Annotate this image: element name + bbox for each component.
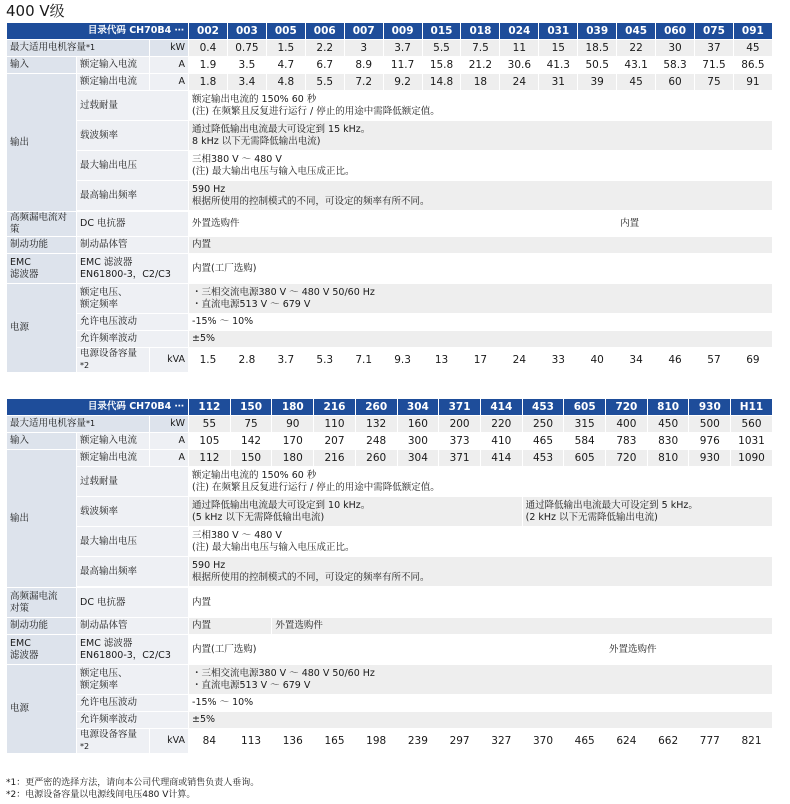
code-304: 304 <box>397 399 439 416</box>
brake-option: 外置选购件 <box>272 618 772 635</box>
capacity-003: 2.8 <box>227 348 266 373</box>
volt-fluct-row: 允许电压波动 -15% ～ 10% <box>7 314 773 331</box>
capacity-039: 40 <box>578 348 617 373</box>
capacity-H11: 821 <box>731 729 773 754</box>
max-freq-text: 590 Hz 根据所使用的控制模式的不同，可设定的频率有所不同。 <box>189 181 773 211</box>
capacity-930: 777 <box>689 729 731 754</box>
freq-fluct-row: 允许频率波动 ±5% <box>7 712 773 729</box>
input-current-045: 43.1 <box>617 57 656 74</box>
output-current-row: 输出 额定输出电流 A 112 150 180 216 260 304 371 414 453 605 720 810 930 1090 <box>7 450 773 467</box>
code-720: 720 <box>606 399 648 416</box>
capacity-018: 17 <box>461 348 500 373</box>
capacity-045: 34 <box>617 348 656 373</box>
input-current-015: 15.8 <box>422 57 461 74</box>
output-current-002: 1.8 <box>189 74 228 91</box>
code-453: 453 <box>522 399 564 416</box>
code-180: 180 <box>272 399 314 416</box>
motor-091: 45 <box>733 40 772 57</box>
code-007: 007 <box>344 23 383 40</box>
motor-039: 18.5 <box>578 40 617 57</box>
volt-fluct-row: 允许电压波动 -15% ～ 10% <box>7 695 773 712</box>
code-label: 目录代码 CH70B4 ⋯ <box>7 23 189 40</box>
input-current-005: 4.7 <box>266 57 305 74</box>
motor-304: 160 <box>397 416 439 433</box>
motor-075: 37 <box>695 40 734 57</box>
output-current-216: 216 <box>314 450 356 467</box>
output-current-091: 91 <box>733 74 772 91</box>
code-018: 018 <box>461 23 500 40</box>
code-label: 目录代码 CH70B4 ⋯ <box>7 399 189 416</box>
input-current-605: 584 <box>564 433 606 450</box>
output-current-005: 4.8 <box>266 74 305 91</box>
max-freq-row: 最高输出频率 590 Hz 根据所使用的控制模式的不同，可设定的频率有所不同。 <box>7 181 773 211</box>
max-freq-row: 最高输出频率 590 Hz 根据所使用的控制模式的不同，可设定的频率有所不同。 <box>7 557 773 587</box>
dc-reactor-row: 高频漏电流对策 DC 电抗器 外置选购件 内置 <box>7 212 773 237</box>
code-060: 060 <box>656 23 695 40</box>
capacity-414: 327 <box>480 729 522 754</box>
input-current-414: 410 <box>480 433 522 450</box>
capacity-810: 662 <box>647 729 689 754</box>
capacity-row: 电源设备容量$^{*2}$ kVA 84 113 136 165 198 239 297 327 370 465 624 662 777 821 <box>7 729 773 754</box>
output-current-018: 18 <box>461 74 500 91</box>
input-current-006: 6.7 <box>305 57 344 74</box>
output-current-260: 260 <box>355 450 397 467</box>
emc-option: 外置选购件 <box>606 635 773 665</box>
max-voltage-row: 最大输出电压 三相380 V ～ 480 V (注) 最大输出电压与输入电压成正比。 <box>7 151 773 181</box>
output-current-453: 453 <box>522 450 564 467</box>
capacity-304: 239 <box>397 729 439 754</box>
max-voltage-row: 最大输出电压 三相380 V ～ 480 V (注) 最大输出电压与输入电压成正比。 <box>7 527 773 557</box>
motor-180: 90 <box>272 416 314 433</box>
motor-031: 15 <box>539 40 578 57</box>
code-045: 045 <box>617 23 656 40</box>
output-current-060: 60 <box>656 74 695 91</box>
output-current-930: 930 <box>689 450 731 467</box>
output-current-H11: 1090 <box>731 450 773 467</box>
motor-018: 7.5 <box>461 40 500 57</box>
capacity-006: 5.3 <box>305 348 344 373</box>
output-current-720: 720 <box>606 450 648 467</box>
freq-fluct-text: ±5% <box>189 331 773 348</box>
code-015: 015 <box>422 23 461 40</box>
emc-builtin: 内置(工厂选购) <box>189 254 773 284</box>
capacity-260: 198 <box>355 729 397 754</box>
carrier-text-small: 通过降低输出电流最大可设定到 10 kHz。 (5 kHz 以下无需降低输出电流) <box>189 497 523 527</box>
output-current-006: 5.5 <box>305 74 344 91</box>
freq-fluct-text: ±5% <box>189 712 773 729</box>
motor-row: 最大适用电机容量$^{*1}$ kW 0.4 0.75 1.5 2.2 3 3.7 5.5 7.5 11 15 18.5 22 30 37 45 <box>7 40 773 57</box>
input-current-453: 465 <box>522 433 564 450</box>
brake-row: 制动功能 制动晶体管 内置 <box>7 237 773 254</box>
input-current-930: 976 <box>689 433 731 450</box>
power-rated-text: ・三相交流电源380 V ～ 480 V 50/60 Hz ・直流电源513 V ～ 679 V <box>189 284 773 314</box>
output-current-180: 180 <box>272 450 314 467</box>
overload-text: 额定输出电流的 150% 60 秒 (注) 在频繁且反复进行运行 / 停止的用途中需降低额定值。 <box>189 91 773 121</box>
motor-006: 2.2 <box>305 40 344 57</box>
footnote-2: *2：电源设备容量以电源线间电压480 V计算。 <box>6 790 196 800</box>
output-current-031: 31 <box>539 74 578 91</box>
emc-row: EMC 滤波器 EMC 滤波器 EN61800-3，C2/C3 内置(工厂选购) <box>7 254 773 284</box>
code-810: 810 <box>647 399 689 416</box>
input-current-007: 8.9 <box>344 57 383 74</box>
input-current-009: 11.7 <box>383 57 422 74</box>
motor-260: 132 <box>355 416 397 433</box>
dc-reactor-option: 外置选购件 <box>189 212 617 237</box>
capacity-091: 69 <box>733 348 772 373</box>
motor-row: 最大适用电机容量$^{*1}$ kW 55 75 90 110 132 160 200 220 250 315 400 450 500 560 <box>7 416 773 433</box>
capacity-009: 9.3 <box>383 348 422 373</box>
capacity-007: 7.1 <box>344 348 383 373</box>
output-current-015: 14.8 <box>422 74 461 91</box>
motor-605: 315 <box>564 416 606 433</box>
code-371: 371 <box>439 399 481 416</box>
motor-003: 0.75 <box>227 40 266 57</box>
capacity-150: 113 <box>230 729 272 754</box>
motor-720: 400 <box>606 416 648 433</box>
overload-text: 额定输出电流的 150% 60 秒 (注) 在频繁且反复进行运行 / 停止的用途中需降低额定值。 <box>189 467 773 497</box>
code-605: 605 <box>564 399 606 416</box>
output-current-112: 112 <box>189 450 231 467</box>
carrier-text: 通过降低输出电流最大可设定到 15 kHz。 8 kHz 以下无需降低输出电流) <box>189 121 773 151</box>
footnote-1: *1：更严密的选择方法，请向本公司代理商或销售负责人垂询。 <box>6 778 260 788</box>
volt-fluct-text: -15% ～ 10% <box>189 695 773 712</box>
code-024: 024 <box>500 23 539 40</box>
capacity-720: 624 <box>606 729 648 754</box>
motor-045: 22 <box>617 40 656 57</box>
code-009: 009 <box>383 23 422 40</box>
motor-060: 30 <box>656 40 695 57</box>
motor-002: 0.4 <box>189 40 228 57</box>
code-003: 003 <box>227 23 266 40</box>
input-current-810: 830 <box>647 433 689 450</box>
motor-112: 55 <box>189 416 231 433</box>
capacity-row: 电源设备容量$^{*2}$ kVA 1.5 2.8 3.7 5.3 7.1 9.3 13 17 24 33 40 34 46 57 69 <box>7 348 773 373</box>
code-005: 005 <box>266 23 305 40</box>
input-current-180: 170 <box>272 433 314 450</box>
dc-reactor-builtin: 内置 <box>617 212 773 237</box>
rated-volt-row: 电源 额定电压、 额定频率 ・三相交流电源380 V ～ 480 V 50/60 Hz ・直流电源513 V ～ 679 V <box>7 284 773 314</box>
code-414: 414 <box>480 399 522 416</box>
motor-150: 75 <box>230 416 272 433</box>
motor-810: 450 <box>647 416 689 433</box>
code-039: 039 <box>578 23 617 40</box>
input-current-002: 1.9 <box>189 57 228 74</box>
output-current-414: 414 <box>480 450 522 467</box>
capacity-075: 57 <box>695 348 734 373</box>
overload-row: 过载耐量 额定输出电流的 150% 60 秒 (注) 在频繁且反复进行运行 / 停止的用途中需降低额定值。 <box>7 91 773 121</box>
emc-builtin: 内置(工厂选购) <box>189 635 606 665</box>
motor-930: 500 <box>689 416 731 433</box>
code-216: 216 <box>314 399 356 416</box>
output-current-605: 605 <box>564 450 606 467</box>
freq-fluct-row: 允许频率波动 ±5% <box>7 331 773 348</box>
input-row: 输入 额定输入电流 A 1.9 3.5 4.7 6.7 8.9 11.7 15.8 21.2 30.6 41.3 50.5 43.1 58.3 71.5 86.5 <box>7 57 773 74</box>
capacity-031: 33 <box>539 348 578 373</box>
spec-table-2 <box>6 398 773 754</box>
output-current-371: 371 <box>439 450 481 467</box>
code-row <box>7 399 773 416</box>
input-row: 输入 额定输入电流 A 105 142 170 207 248 300 373 410 465 584 783 830 976 1031 <box>7 433 773 450</box>
code-031: 031 <box>539 23 578 40</box>
capacity-015: 13 <box>422 348 461 373</box>
output-current-007: 7.2 <box>344 74 383 91</box>
max-freq-text: 590 Hz 根据所使用的控制模式的不同，可设定的频率有所不同。 <box>189 557 773 587</box>
input-current-216: 207 <box>314 433 356 450</box>
output-current-row: 输出 额定输出电流 A 1.8 3.4 4.8 5.5 7.2 9.2 14.8 18 24 31 39 45 60 75 91 <box>7 74 773 91</box>
capacity-453: 370 <box>522 729 564 754</box>
output-current-150: 150 <box>230 450 272 467</box>
dc-reactor-row: 高频漏电流 对策 DC 电抗器 内置 <box>7 588 773 618</box>
capacity-005: 3.7 <box>266 348 305 373</box>
volt-fluct-text: -15% ～ 10% <box>189 314 773 331</box>
capacity-112: 84 <box>189 729 231 754</box>
code-002: 002 <box>189 23 228 40</box>
motor-015: 5.5 <box>422 40 461 57</box>
output-current-045: 45 <box>617 74 656 91</box>
input-current-075: 71.5 <box>695 57 734 74</box>
rated-volt-row: 电源 额定电压、 额定频率 ・三相交流电源380 V ～ 480 V 50/60 Hz ・直流电源513 V ～ 679 V <box>7 665 773 695</box>
capacity-180: 136 <box>272 729 314 754</box>
input-current-260: 248 <box>355 433 397 450</box>
page-title: 400 V级 <box>6 2 65 20</box>
input-current-024: 30.6 <box>500 57 539 74</box>
input-current-112: 105 <box>189 433 231 450</box>
motor-414: 220 <box>480 416 522 433</box>
capacity-216: 165 <box>314 729 356 754</box>
output-current-810: 810 <box>647 450 689 467</box>
output-current-009: 9.2 <box>383 74 422 91</box>
motor-005: 1.5 <box>266 40 305 57</box>
brake-builtin: 内置 <box>189 237 773 254</box>
motor-216: 110 <box>314 416 356 433</box>
output-current-304: 304 <box>397 450 439 467</box>
output-current-075: 75 <box>695 74 734 91</box>
motor-453: 250 <box>522 416 564 433</box>
input-current-031: 41.3 <box>539 57 578 74</box>
capacity-060: 46 <box>656 348 695 373</box>
emc-row: EMC 滤波器 EMC 滤波器 EN61800-3，C2/C3 内置(工厂选购) 外置选购件 <box>7 635 773 665</box>
code-075: 075 <box>695 23 734 40</box>
carrier-row: 载波频率 通过降低输出电流最大可设定到 15 kHz。 8 kHz 以下无需降低输出电流) <box>7 121 773 151</box>
max-voltage-text: 三相380 V ～ 480 V (注) 最大输出电压与输入电压成正比。 <box>189 527 773 557</box>
code-930: 930 <box>689 399 731 416</box>
code-260: 260 <box>355 399 397 416</box>
code-006: 006 <box>305 23 344 40</box>
overload-row: 过载耐量 额定输出电流的 150% 60 秒 (注) 在频繁且反复进行运行 / 停止的用途中需降低额定值。 <box>7 467 773 497</box>
code-H11: H11 <box>731 399 773 416</box>
input-current-720: 783 <box>606 433 648 450</box>
code-150: 150 <box>230 399 272 416</box>
output-current-024: 24 <box>500 74 539 91</box>
motor-H11: 560 <box>731 416 773 433</box>
code-112: 112 <box>189 399 231 416</box>
dc-reactor-builtin: 内置 <box>189 588 773 618</box>
spec-table-1 <box>6 22 773 373</box>
input-current-091: 86.5 <box>733 57 772 74</box>
capacity-002: 1.5 <box>189 348 228 373</box>
output-current-003: 3.4 <box>227 74 266 91</box>
capacity-024: 24 <box>500 348 539 373</box>
code-091: 091 <box>733 23 772 40</box>
max-voltage-text: 三相380 V ～ 480 V (注) 最大输出电压与输入电压成正比。 <box>189 151 773 181</box>
input-current-060: 58.3 <box>656 57 695 74</box>
brake-row: 制动功能 制动晶体管 内置 外置选购件 <box>7 618 773 635</box>
brake-builtin: 内置 <box>189 618 272 635</box>
carrier-text-large: 通过降低输出电流最大可设定到 5 kHz。 (2 kHz 以下无需降低输出电流) <box>522 497 772 527</box>
input-current-371: 373 <box>439 433 481 450</box>
power-rated-text: ・三相交流电源380 V ～ 480 V 50/60 Hz ・直流电源513 V ～ 679 V <box>189 665 773 695</box>
code-row <box>7 23 773 40</box>
input-current-003: 3.5 <box>227 57 266 74</box>
input-current-H11: 1031 <box>731 433 773 450</box>
input-current-039: 50.5 <box>578 57 617 74</box>
input-current-304: 300 <box>397 433 439 450</box>
input-current-018: 21.2 <box>461 57 500 74</box>
output-current-039: 39 <box>578 74 617 91</box>
motor-007: 3 <box>344 40 383 57</box>
carrier-row: 载波频率 通过降低输出电流最大可设定到 10 kHz。 (5 kHz 以下无需降低输出电流) 通过降低输出电流最大可设定到 5 kHz。 (2 kHz 以下无需降低输出电流) <box>7 497 773 527</box>
capacity-371: 297 <box>439 729 481 754</box>
motor-371: 200 <box>439 416 481 433</box>
capacity-605: 465 <box>564 729 606 754</box>
motor-009: 3.7 <box>383 40 422 57</box>
motor-024: 11 <box>500 40 539 57</box>
input-current-150: 142 <box>230 433 272 450</box>
